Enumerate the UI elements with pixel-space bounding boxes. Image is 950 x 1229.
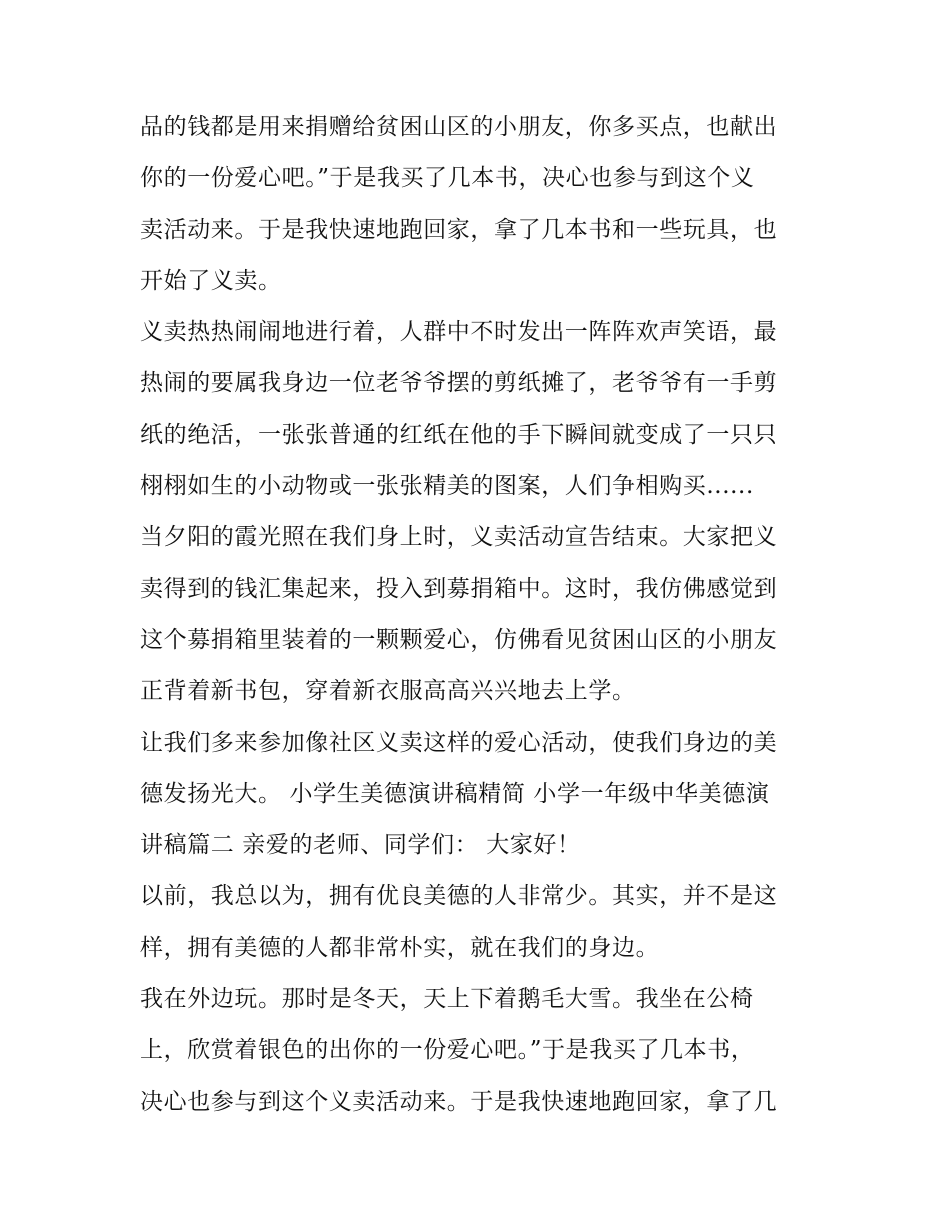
text-line: 开始了义卖。 [140,267,282,294]
text-line: 卖活动来。于是我快速地跑回家，拿了几本书和一些玩具，也 [140,216,778,243]
text-line: 义卖热热闹闹地进行着，人群中不时发出一阵阵欢声笑语，最 [140,319,778,346]
body-text [140,102,820,1128]
text-line: 当夕阳的霞光照在我们身上时，义卖活动宣告结束。大家把义 [140,524,778,551]
text-line: 样，拥有美德的人都非常朴实，就在我们的身边。 [140,934,660,961]
text-line: 德发扬光大。 小学生美德演讲稿精简 小学一年级中华美德演 [140,780,770,807]
text-line: 讲稿篇二 亲爱的老师、同学们： 大家好！ [140,832,581,859]
text-line: 卖得到的钱汇集起来，投入到募捐箱中。这时，我仿佛感觉到 [140,575,778,602]
text-line: 上，欣赏着银色的出你的一份爱心吧。”于是我买了几本书， [140,1037,755,1064]
text-line: 正背着新书包，穿着新衣服高高兴兴地去上学。 [140,678,636,705]
text-line: 纸的绝活，一张张普通的红纸在他的手下瞬间就变成了一只只 [140,421,778,448]
text-line: 品的钱都是用来捐赠给贫困山区的小朋友，你多买点，也献出 [140,114,778,140]
text-line: 栩栩如生的小动物或一张张精美的图案，人们争相购买...... [140,473,754,500]
text-line: 这个募捐箱里装着的一颗颗爱心，仿佛看见贫困山区的小朋友 [140,626,778,653]
text-line: 我在外边玩。那时是冬天，天上下着鹅毛大雪。我坐在公椅 [140,986,754,1013]
text-line: 热闹的要属我身边一位老爷爷摆的剪纸摊了，老爷爷有一手剪 [140,370,778,397]
text-line: 决心也参与到这个义卖活动来。于是我快速地跑回家，拿了几 [140,1088,778,1115]
text-line: 让我们多来参加像社区义卖这样的爱心活动，使我们身边的美 [140,729,778,756]
text-line: 你的一份爱心吧。”于是我买了几本书，决心也参与到这个义 [140,165,755,192]
text-line: 以前，我总以为，拥有优良美德的人非常少。其实，并不是这 [140,883,778,910]
